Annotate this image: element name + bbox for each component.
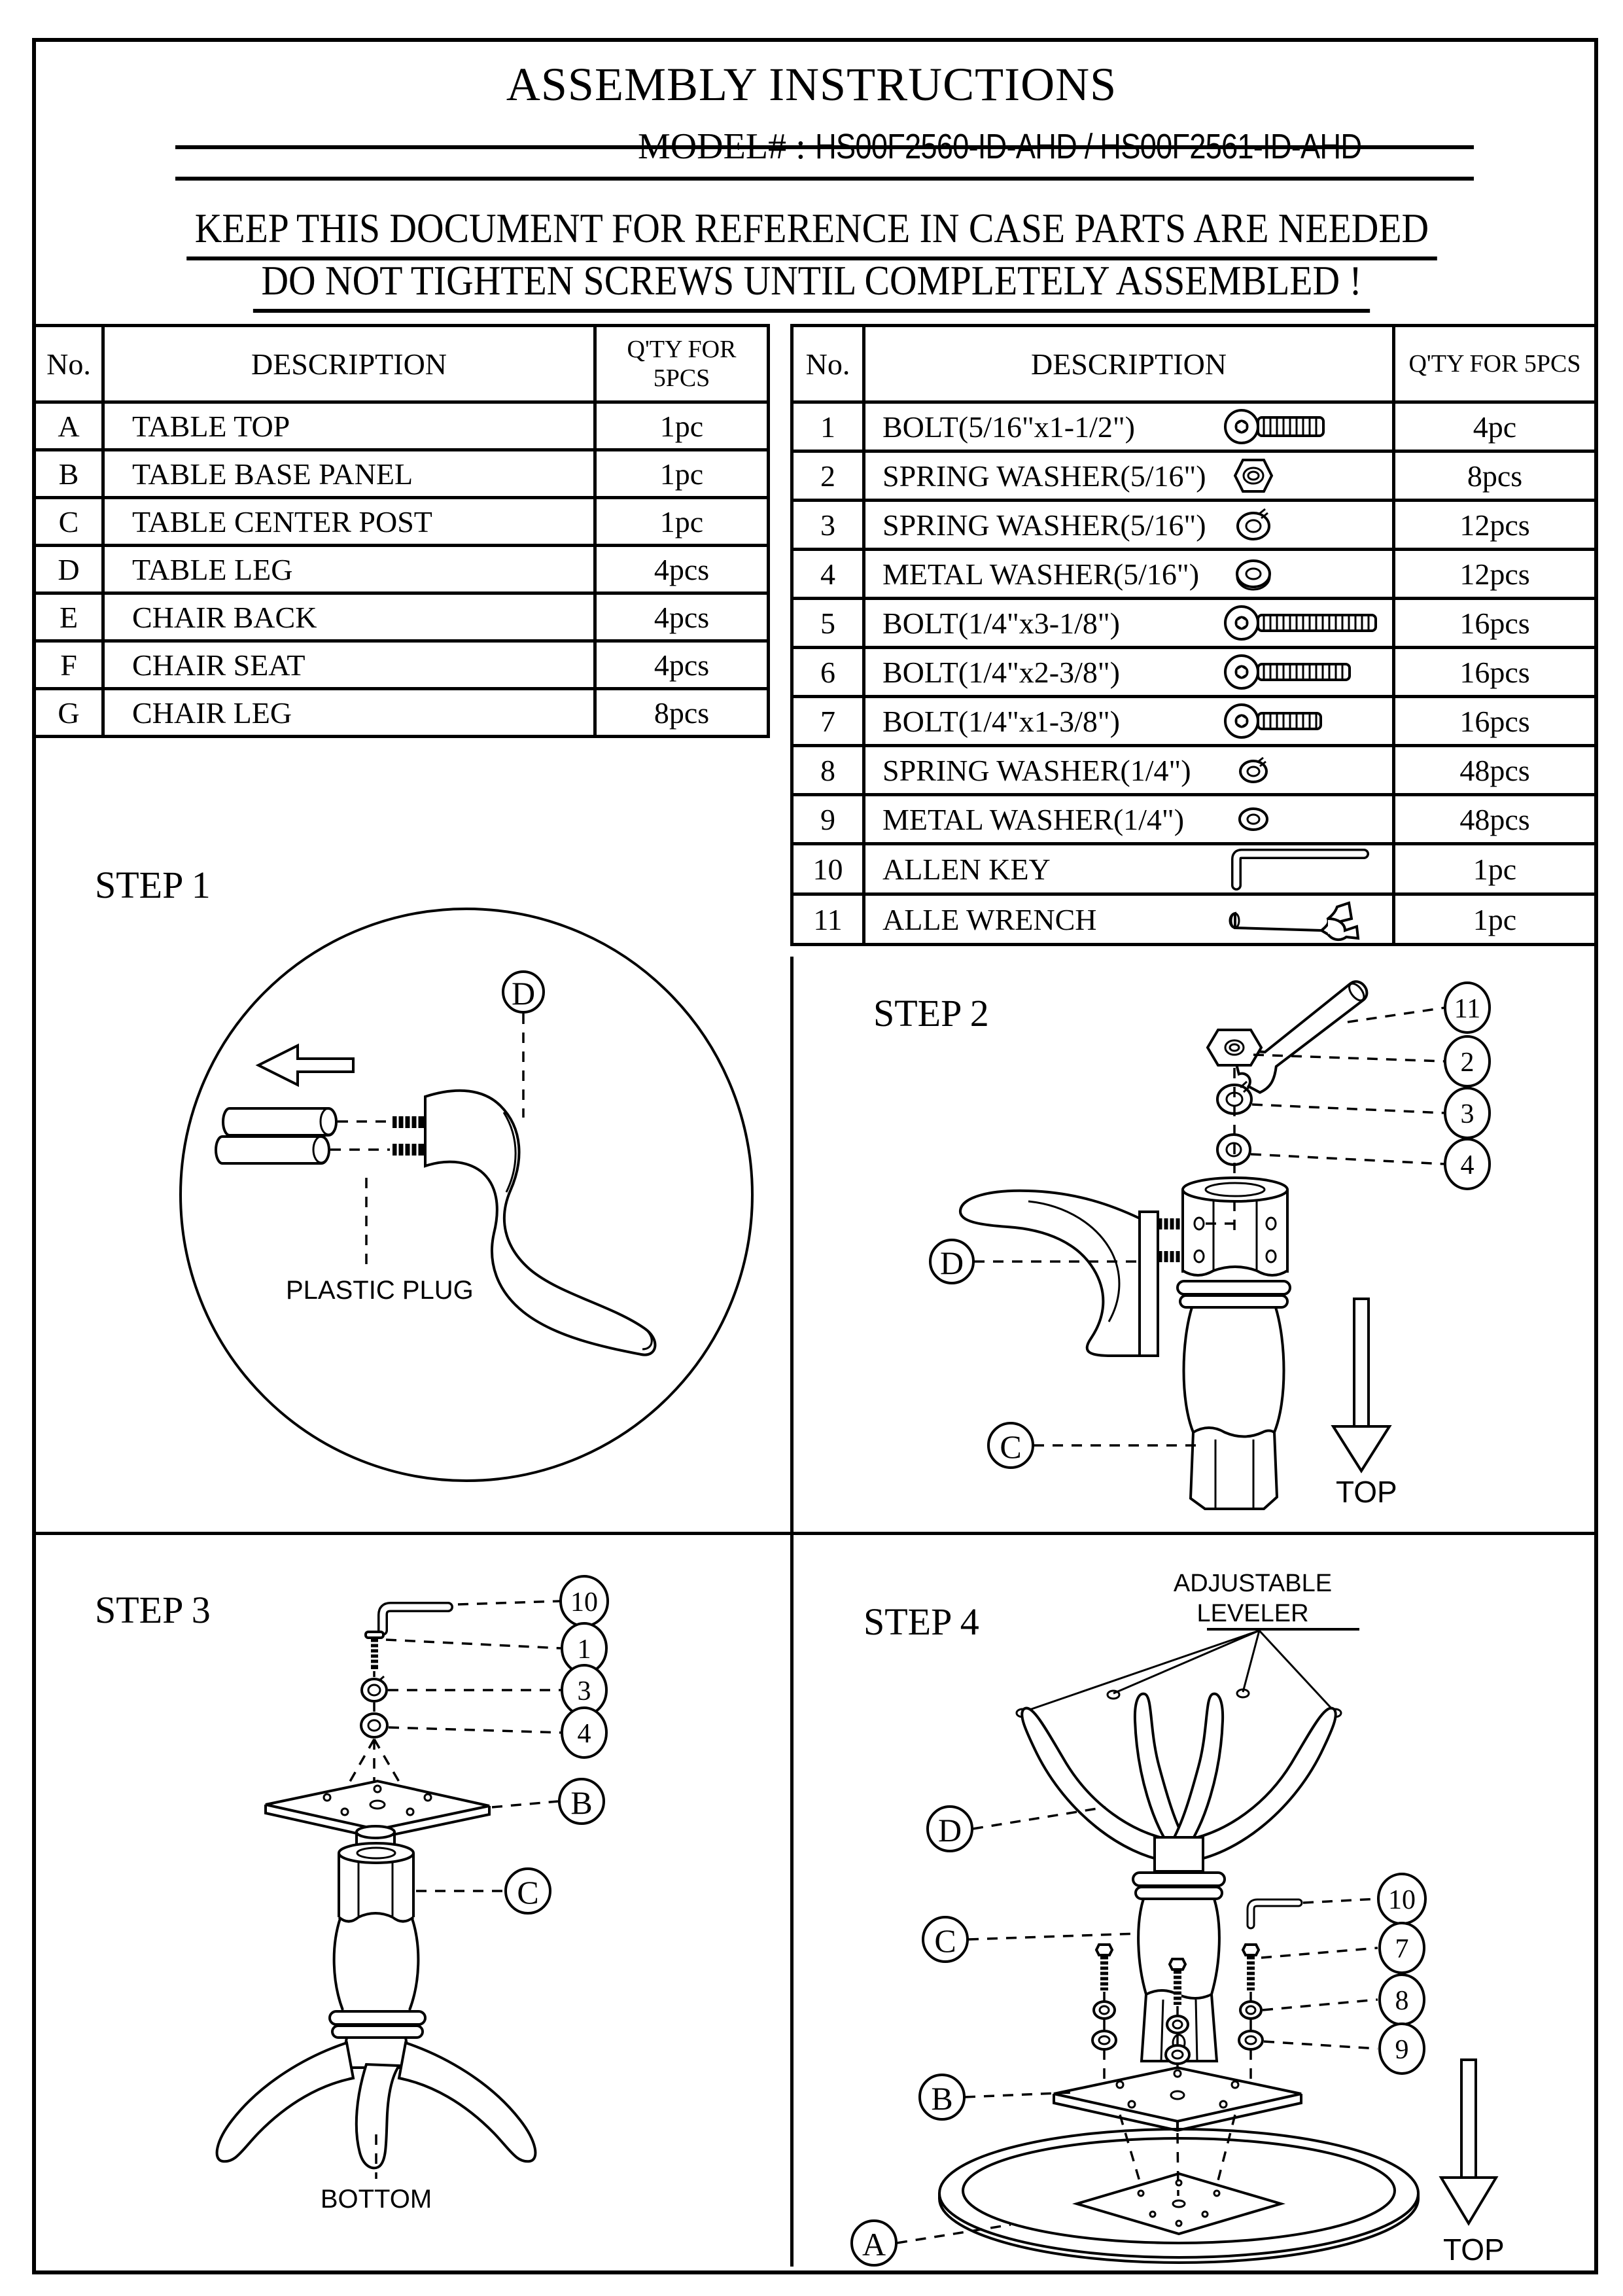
- step2-diagram: [794, 957, 1594, 1532]
- callout-7: [1261, 1923, 1424, 1973]
- callout-4: [389, 1708, 606, 1757]
- parts-no-header: No.: [35, 326, 103, 402]
- step2-label: STEP 2: [873, 992, 989, 1034]
- step1-diagram: [33, 746, 790, 1532]
- table-row: G CHAIR LEG 8pcs: [35, 689, 769, 737]
- page-title: ASSEMBLY INSTRUCTIONS: [506, 58, 1117, 111]
- table-leg-part: [393, 1091, 655, 1355]
- table-row: C TABLE CENTER POST 1pc: [35, 498, 769, 546]
- orientation-arrow: [1441, 2060, 1505, 2267]
- part-callout-b: [492, 1779, 604, 1824]
- flat-washer-icon: [361, 1714, 387, 1737]
- insert-arrow-icon: [258, 1046, 353, 1085]
- flat-washer-icon: [1223, 553, 1384, 595]
- parts-qty-header: Q'TY FOR 5PCS: [595, 326, 769, 402]
- step4-diagram: [794, 1535, 1594, 2270]
- part-callout-a: [852, 2221, 1011, 2265]
- socket-bolt-icon: [1223, 700, 1384, 742]
- hw-qty-header: Q'TY FOR 5PCS: [1394, 326, 1596, 402]
- part-callout-d: [503, 972, 544, 1118]
- table-row: 9 METAL WASHER(1/4") 48pcs: [792, 795, 1596, 844]
- table-row: 3 SPRING WASHER(5/16") 12pcs: [792, 501, 1596, 550]
- center-post-part: [217, 1826, 539, 2168]
- hardware-header-row: [792, 326, 1596, 402]
- warning-line-2: DO NOT TIGHTEN SCREWS UNTIL COMPLETELY ASSEMBLED !: [0, 256, 1623, 313]
- table-row: 1 BOLT(5/16"x1-1/2") 4pc: [792, 402, 1596, 451]
- plastic-plug-bottom: [216, 1137, 329, 1163]
- table-row: 7 BOLT(1/4"x1-3/8") 16pcs: [792, 697, 1596, 746]
- table-row: 5 BOLT(1/4"x3-1/8") 16pcs: [792, 599, 1596, 648]
- svg-text:10: 10: [1388, 1885, 1416, 1915]
- table-row: F CHAIR SEAT 4pcs: [35, 641, 769, 689]
- svg-text:B: B: [570, 1784, 593, 1821]
- table-legs-assembly: [1022, 1694, 1336, 1871]
- base-panel-part: [1054, 2068, 1301, 2130]
- bolt-part: [366, 1632, 383, 1669]
- svg-text:3: 3: [577, 1676, 591, 1706]
- svg-text:4: 4: [577, 1719, 591, 1749]
- bolt-part: [1096, 1945, 1259, 2005]
- callout-11: [1348, 983, 1490, 1033]
- table-leg-part: [960, 1191, 1184, 1356]
- allen-key-icon: [1251, 1903, 1299, 1925]
- svg-text:A: A: [862, 2226, 886, 2263]
- part-callout-c: [988, 1423, 1198, 1468]
- svg-text:7: 7: [1395, 1934, 1409, 1964]
- table-row: 2 SPRING WASHER(5/16") 8pcs: [792, 451, 1596, 501]
- table-top-part: [939, 2129, 1418, 2263]
- spring-washer-icon: [1223, 749, 1384, 791]
- part-callout-b: [920, 2075, 1072, 2119]
- allen-key-icon: [1223, 846, 1384, 892]
- parts-desc-header: DESCRIPTION: [103, 326, 595, 402]
- model-number: HS00F2560-ID-AHD / HS00F2561-ID-AHD: [814, 127, 1361, 166]
- table-row: B TABLE BASE PANEL 1pc: [35, 450, 769, 498]
- socket-bolt-icon: [1223, 651, 1384, 693]
- spring-washer-icon: [362, 1676, 387, 1701]
- model-line: [638, 126, 1465, 168]
- callout-10: [1303, 1874, 1425, 1924]
- table-row: D TABLE LEG 4pcs: [35, 546, 769, 593]
- socket-bolt-icon: [1223, 406, 1384, 448]
- step1-label: STEP 1: [95, 864, 211, 906]
- svg-text:10: 10: [570, 1587, 598, 1617]
- socket-bolt-icon: [1223, 602, 1384, 644]
- leg-bolt-stud-icon: [393, 1116, 424, 1156]
- step1-detail-circle: [181, 909, 752, 1481]
- callout-1: [386, 1623, 606, 1673]
- callout-10: [458, 1576, 608, 1626]
- top-label: TOP: [1336, 1475, 1397, 1509]
- hex-nut-icon: [1223, 455, 1384, 497]
- table-row: 4 METAL WASHER(5/16") 12pcs: [792, 550, 1596, 599]
- svg-text:D: D: [511, 975, 536, 1012]
- table-row: 11 ALLE WRENCH 1pc: [792, 894, 1596, 945]
- table-row: A TABLE TOP 1pc: [35, 402, 769, 450]
- top-label: TOP: [1443, 2233, 1505, 2267]
- allen-key-icon: [383, 1607, 448, 1631]
- svg-text:C: C: [934, 1922, 956, 1959]
- svg-text:4: 4: [1460, 1150, 1475, 1180]
- plug-leader-lines: [330, 1122, 390, 1150]
- plastic-plug-top: [223, 1108, 336, 1135]
- svg-text:D: D: [937, 1812, 962, 1848]
- open-wrench-icon: [1223, 896, 1384, 942]
- step4-label: STEP 4: [864, 1600, 979, 1643]
- orientation-arrow: [1333, 1299, 1397, 1509]
- svg-text:9: 9: [1395, 2035, 1409, 2065]
- step3-label: STEP 3: [95, 1589, 211, 1631]
- callout-3: [388, 1665, 606, 1715]
- table-row: 10 ALLEN KEY 1pc: [792, 844, 1596, 894]
- hex-nut-icon: [1208, 1030, 1261, 1065]
- plastic-plug-label: PLASTIC PLUG: [286, 1276, 474, 1305]
- svg-text:11: 11: [1454, 994, 1481, 1024]
- parts-table: [33, 324, 770, 738]
- step3-diagram: [33, 1535, 790, 2270]
- svg-text:B: B: [931, 2080, 953, 2117]
- callout-4: [1251, 1139, 1490, 1189]
- spring-washer-icon: [1223, 504, 1384, 546]
- svg-text:C: C: [1000, 1428, 1022, 1465]
- svg-text:ADJUSTABLE: ADJUSTABLE: [1173, 1570, 1333, 1597]
- table-row: 8 SPRING WASHER(1/4") 48pcs: [792, 746, 1596, 795]
- svg-text:8: 8: [1395, 1986, 1409, 2016]
- table-row: 6 BOLT(1/4"x2-3/8") 16pcs: [792, 648, 1596, 697]
- svg-text:C: C: [517, 1874, 539, 1911]
- bottom-label: BOTTOM: [320, 2185, 432, 2214]
- leg-bolt-stud-icon: [1158, 1218, 1184, 1262]
- callout-9: [1264, 2024, 1424, 2074]
- svg-text:3: 3: [1460, 1099, 1475, 1129]
- part-callout-c: [416, 1869, 550, 1913]
- svg-text:D: D: [939, 1245, 964, 1281]
- hw-desc-header: DESCRIPTION: [864, 326, 1394, 402]
- svg-text:1: 1: [577, 1634, 591, 1665]
- hw-no-header: No.: [792, 326, 864, 402]
- hardware-table: [790, 324, 1597, 946]
- warning-line-1: KEEP THIS DOCUMENT FOR REFERENCE IN CASE PARTS ARE NEEDED: [0, 204, 1623, 260]
- flat-washer-icon: [1223, 798, 1384, 840]
- svg-text:LEVELER: LEVELER: [1196, 1600, 1309, 1627]
- callout-3: [1252, 1088, 1490, 1138]
- parts-header-row: [35, 326, 769, 402]
- adjustable-leveler-label: [1017, 1570, 1359, 1717]
- callout-8: [1263, 1975, 1424, 2024]
- model-rule: [175, 177, 1474, 181]
- svg-text:2: 2: [1460, 1048, 1475, 1078]
- model-label: MODEL# :: [638, 126, 806, 167]
- table-row: E CHAIR BACK 4pcs: [35, 593, 769, 641]
